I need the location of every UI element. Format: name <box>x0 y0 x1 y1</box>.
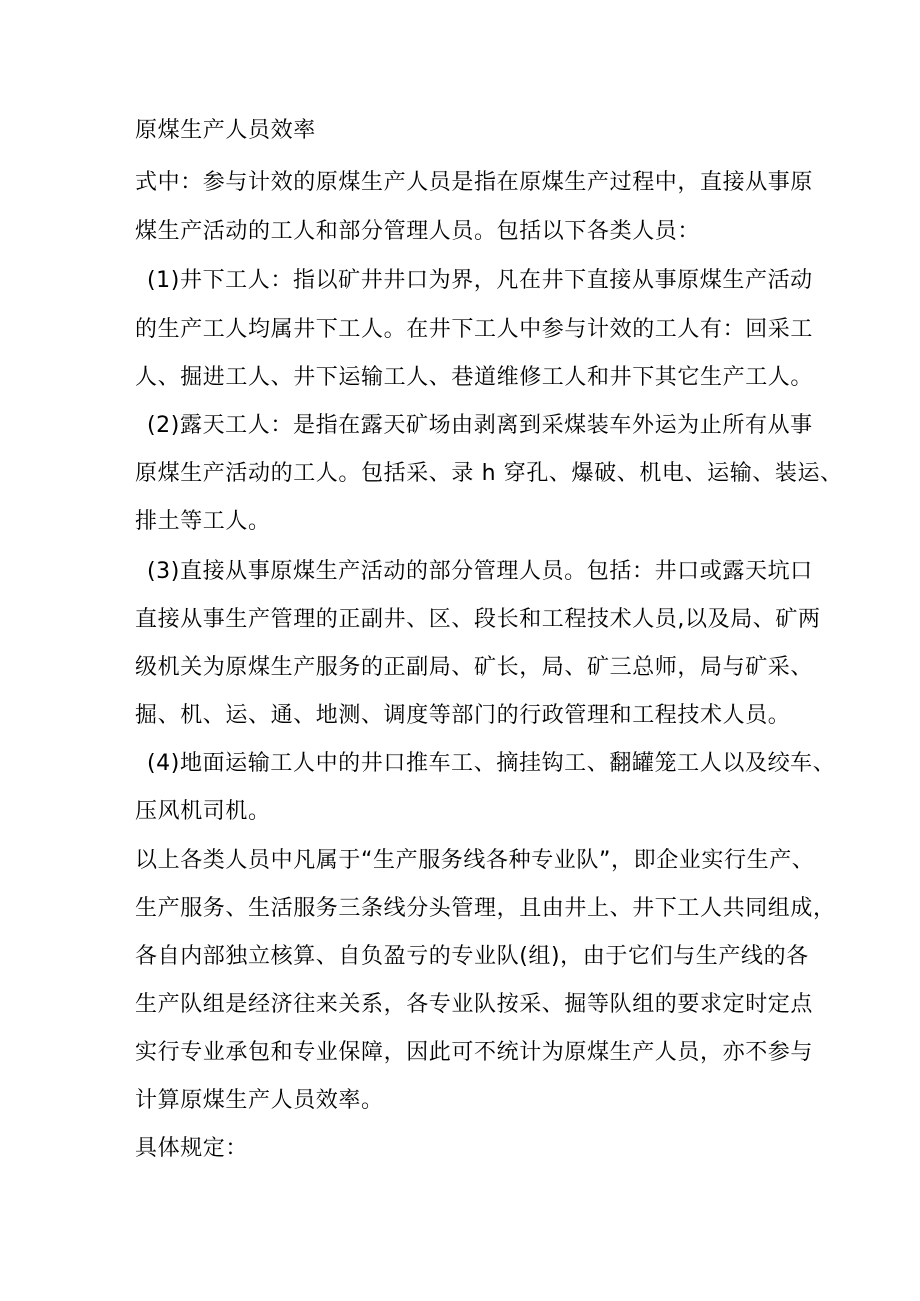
item-3-line-2: 直接从事生产管理的正副井、区、段长和工程技术人员,以及局、矿两 <box>135 607 821 632</box>
item-1-line-1: (1)井下工人：指以矿井井口为界，凡在井下直接从事原煤生产活动 <box>147 268 813 293</box>
item-3-line-4: 掘、机、运、通、地测、调度等部门的行政管理和工程技术人员。 <box>135 703 791 728</box>
exclusion-line-4: 生产队组是经济往来关系，各专业队按采、掘等队组的要求定时定点 <box>135 992 814 1017</box>
exclusion-line-6: 计算原煤生产人员效率。 <box>135 1088 384 1113</box>
item-1-line-2: 的生产工人均属井下工人。在井下工人中参与计效的工人有：回采工 <box>135 317 814 342</box>
exclusion-line-2: 生产服务、生活服务三条线分头管理，且由井上、井下工人共同组成， <box>135 896 836 921</box>
item-3-line-1: (3)直接从事原煤生产活动的部分管理人员。包括：井口或露天坑口 <box>147 559 813 584</box>
exclusion-line-1: 以上各类人员中凡属于“生产服务线各种专业队”，即企业实行生产、 <box>135 848 815 873</box>
exclusion-line-5: 实行专业承包和专业保障，因此可不统计为原煤生产人员，亦不参与 <box>135 1040 814 1065</box>
item-3-line-3: 级机关为原煤生产服务的正副局、矿长，局、矿三总师，局与矿采、 <box>135 655 814 680</box>
item-2-line-1: (2)露天工人：是指在露天矿场由剥离到采煤装车外运为止所有从事 <box>147 413 813 438</box>
document-title: 原煤生产人员效率 <box>135 118 316 143</box>
item-4-line-2: 压风机司机。 <box>135 799 271 824</box>
item-4-line-1: (4)地面运输工人中的井口推车工、摘挂钩工、翻罐笼工人以及绞车、 <box>147 751 836 776</box>
item-2-line-3: 排土等工人。 <box>135 509 271 534</box>
item-1-line-3: 人、掘进工人、井下运输工人、巷道维修工人和井下其它生产工人。 <box>135 365 814 390</box>
footer-heading: 具体规定： <box>135 1136 249 1161</box>
item-2-line-2: 原煤生产活动的工人。包括采、录 h 穿孔、爆破、机电、运输、装运、 <box>135 461 843 486</box>
intro-line-1: 式中：参与计效的原煤生产人员是指在原煤生产过程中，直接从事原 <box>135 170 814 195</box>
intro-line-2: 煤生产活动的工人和部分管理人员。包括以下各类人员： <box>135 219 701 244</box>
exclusion-line-3: 各自内部独立核算、自负盈亏的专业队(组)，由于它们与生产线的各 <box>135 944 809 969</box>
